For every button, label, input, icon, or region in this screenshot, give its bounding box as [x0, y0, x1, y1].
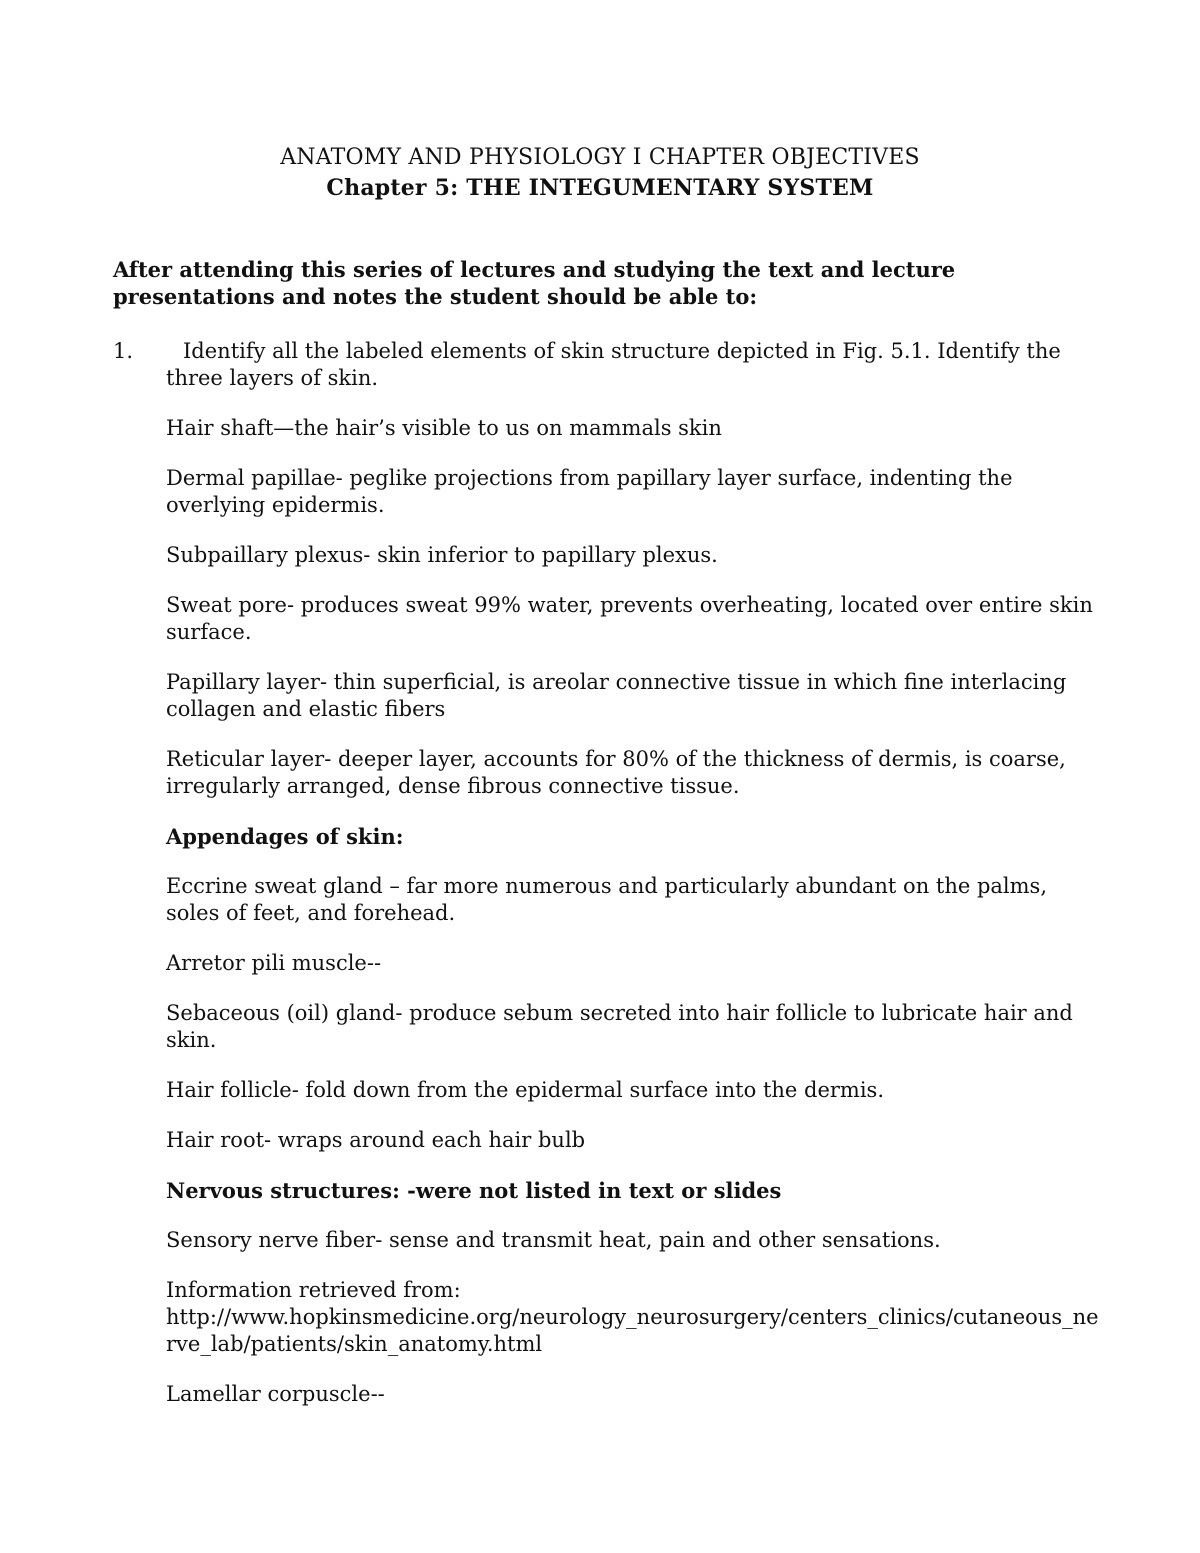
source-label: Information retrieved from:: [166, 1278, 461, 1302]
title-line-1: ANATOMY AND PHYSIOLOGY I CHAPTER OBJECTIVES: [280, 145, 920, 170]
layer-item-hair-shaft: Hair shaft—the hair’s visible to us on mammals skin: [166, 416, 722, 440]
source-url-link[interactable]: http://www.hopkinsmedicine.org/neurology_neurosurgery/centers_clinics/cutaneous_nerve_lab/patients/skin_anatomy.html: [166, 1305, 1099, 1356]
appendage-item-eccrine-gland: Eccrine sweat gland – far more numerous and particularly abundant on the palms, soles of feet, and forehead.: [166, 874, 1048, 925]
appendages-heading: Appendages of skin:: [166, 824, 404, 849]
objective-number: 1.: [113, 339, 134, 363]
layer-item-dermal-papillae: Dermal papillae- peglike projections from papillary layer surface, indenting the overlying epidermis.: [166, 466, 1013, 517]
source-citation: [166, 1277, 1101, 1358]
document-title: [0, 142, 1200, 204]
nervous-heading: Nervous structures: -were not listed in text or slides: [166, 1178, 782, 1203]
intro-text: After attending this series of lectures and studying the text and lecture presentations and notes the student should be able to:: [113, 257, 956, 309]
layer-item-papillary-layer: Papillary layer- thin superficial, is areolar connective tissue in which fine interlacing collagen and elastic fibers: [166, 670, 1067, 721]
layer-item-subpapillary-plexus: Subpaillary plexus- skin inferior to papillary plexus.: [166, 543, 718, 567]
objective-text: Identify all the labeled elements of skin structure depicted in Fig. 5.1. Identify the three layers of skin.: [166, 339, 1061, 390]
title-line-2: Chapter 5: THE INTEGUMENTARY SYSTEM: [326, 175, 874, 201]
objective-item: [113, 338, 1093, 392]
appendage-item-arrector-pili: Arretor pili muscle--: [166, 951, 382, 975]
appendage-item-hair-root: Hair root- wraps around each hair bulb: [166, 1128, 586, 1152]
nervous-item-sensory-fiber: Sensory nerve fiber- sense and transmit heat, pain and other sensations.: [166, 1228, 941, 1252]
appendage-item-hair-follicle: Hair follicle- fold down from the epidermal surface into the dermis.: [166, 1078, 884, 1102]
objective-answers: [166, 415, 1101, 1431]
appendage-item-sebaceous-gland: Sebaceous (oil) gland- produce sebum secreted into hair follicle to lubricate hair and skin.: [166, 1001, 1073, 1052]
nervous-item-lamellar-corpuscle: Lamellar corpuscle--: [166, 1382, 385, 1406]
layer-item-reticular-layer: Reticular layer- deeper layer, accounts for 80% of the thickness of dermis, is coarse, irregularly arranged, dense fibrous connective tissue.: [166, 747, 1066, 798]
layer-item-sweat-pore: Sweat pore- produces sweat 99% water, prevents overheating, located over entire skin surface.: [166, 593, 1093, 644]
